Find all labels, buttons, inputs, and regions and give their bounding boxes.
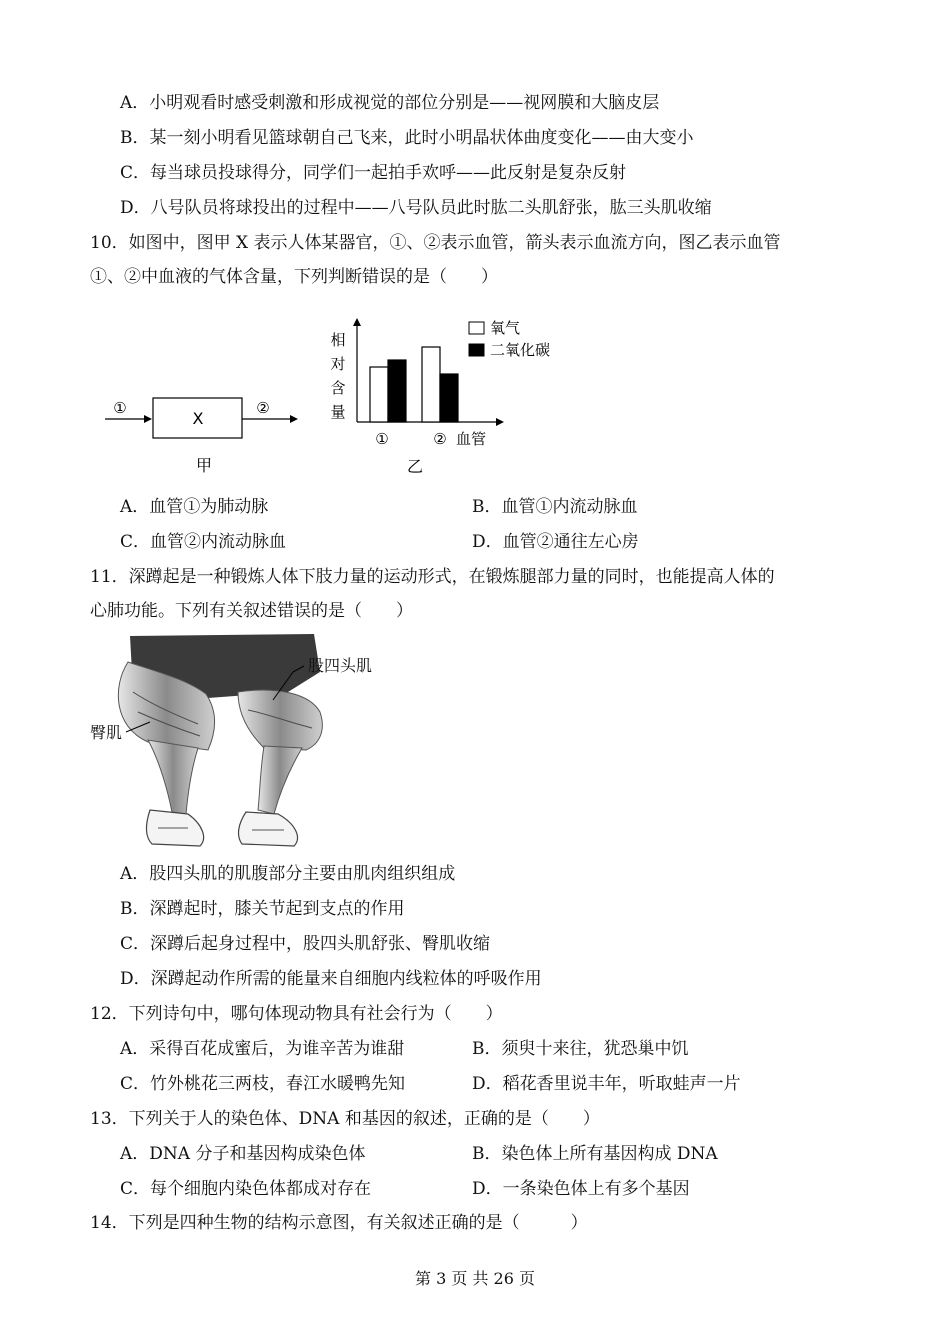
q13-option-a: A．DNA 分子和基因构成染色体 [120, 1144, 366, 1164]
q10-option-a: A．血管①为肺动脉 [120, 497, 269, 517]
legend-oxygen-swatch [469, 322, 484, 334]
q13-option-c: C．每个细胞内染色体都成对存在 [120, 1179, 372, 1199]
organ-x-label: X [192, 409, 204, 428]
q11-option-b: B．深蹲起时，膝关节起到支点的作用 [120, 899, 405, 919]
fig-jia-in-label: ① [113, 399, 127, 417]
outflow-arrowhead [290, 415, 298, 423]
q13-stem: 13．下列关于人的染色体、DNA 和基因的叙述，正确的是（ ） [90, 1109, 600, 1129]
right-shoe [239, 812, 298, 846]
y-label-char-2: 对 [330, 355, 346, 373]
y-label-char-3: 含 [330, 379, 346, 397]
x-axis-label: 血管 [456, 430, 487, 448]
bar-co2-vessel-2 [440, 374, 458, 422]
q11-stem-line2: 心肺功能。下列有关叙述错误的是（ ） [90, 601, 413, 621]
q11-option-c: C．深蹲后起身过程中，股四头肌舒张、臀肌收缩 [120, 934, 491, 954]
x-tick-label-1: ① [375, 430, 389, 448]
label-gluteus: 臀肌 [90, 723, 123, 742]
q11-option-a: A．股四头肌的肌腹部分主要由肌肉组织组成 [120, 864, 456, 884]
q10-option-d: D．血管②通往左心房 [472, 532, 639, 552]
q12-option-b: B．须臾十来往，犹恐巢中饥 [472, 1039, 689, 1059]
q9-option-d: D．八号队员将球投出的过程中——八号队员此时肱二头肌舒张，肱三头肌收缩 [120, 198, 712, 218]
fig-yi-caption: 乙 [406, 457, 424, 476]
q11-stem-line1: 11．深蹲起是一种锻炼人体下肢力量的运动形式，在锻炼腿部力量的同时，也能提高人体的 [90, 567, 775, 587]
q10-stem-line2: ①、②中血液的气体含量，下列判断错误的是（ ） [90, 267, 498, 287]
bar-co2-vessel-1 [388, 360, 406, 422]
legend-oxygen-label: 氧气 [490, 319, 521, 337]
q9-option-c: C．每当球员投球得分，同学们一起拍手欢呼——此反射是复杂反射 [120, 163, 627, 183]
fig-jia-out-label: ② [256, 399, 270, 417]
q13-option-d: D．一条染色体上有多个基因 [472, 1179, 690, 1199]
bar-oxygen-vessel-2 [422, 347, 440, 422]
x-tick-label-2: ② [433, 430, 447, 448]
q10-option-c: C．血管②内流动脉血 [120, 532, 287, 552]
y-axis-arrowhead [353, 318, 361, 326]
figure-yi-chart [320, 312, 580, 482]
q10-option-b: B．血管①内流动脉血 [472, 497, 638, 517]
legend-co2-label: 二氧化碳 [490, 341, 551, 359]
x-axis-arrowhead [496, 418, 504, 426]
q14-stem: 14．下列是四种生物的结构示意图，有关叙述正确的是（ ） [90, 1213, 588, 1233]
q12-stem: 12．下列诗句中，哪句体现动物具有社会行为（ ） [90, 1004, 503, 1024]
figure-jia [100, 385, 310, 480]
q10-stem-line1: 10．如图中，图甲 X 表示人体某器官，①、②表示血管，箭头表示血流方向，图乙表示血管 [90, 233, 781, 253]
legend-co2-swatch [469, 344, 484, 356]
y-label-char-4: 量 [330, 403, 346, 421]
q12-option-d: D．稻花香里说丰年，听取蛙声一片 [472, 1074, 741, 1094]
q11-option-d: D．深蹲起动作所需的能量来自细胞内线粒体的呼吸作用 [120, 969, 542, 989]
label-quadriceps: 股四头肌 [308, 656, 373, 675]
inflow-arrowhead [144, 415, 152, 423]
left-shin [148, 740, 198, 814]
q9-option-b: B．某一刻小明看见篮球朝自己飞来，此时小明晶状体曲度变化——由大变小 [120, 128, 694, 148]
q9-option-a: A．小明观看时感受刺激和形成视觉的部位分别是——视网膜和大脑皮层 [120, 93, 660, 113]
fig-jia-caption: 甲 [195, 456, 213, 475]
page-footer: 第 3 页 共 26 页 [415, 1269, 535, 1288]
right-thigh [238, 690, 322, 750]
q12-option-a: A．采得百花成蜜后，为谁辛苦为谁甜 [120, 1039, 405, 1059]
bar-oxygen-vessel-1 [370, 367, 388, 422]
right-shin [258, 746, 302, 814]
y-label-char-1: 相 [330, 331, 346, 349]
q13-option-b: B．染色体上所有基因构成 DNA [472, 1144, 718, 1164]
q12-option-c: C．竹外桃花三两枝，春江水暖鸭先知 [120, 1074, 406, 1094]
